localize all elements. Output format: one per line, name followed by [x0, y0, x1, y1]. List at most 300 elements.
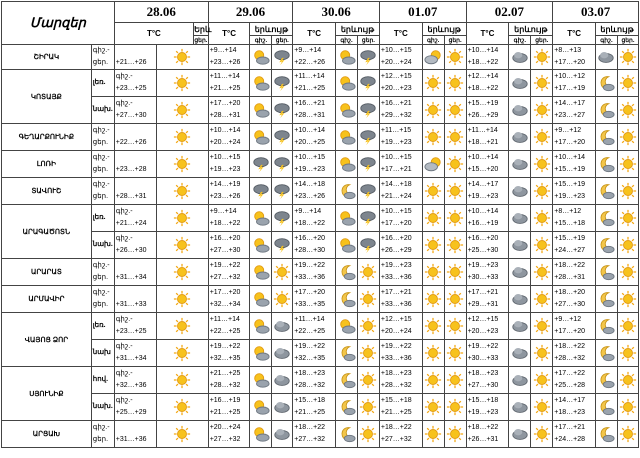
phenomenon-cell	[250, 232, 272, 259]
phenomenon-cell	[509, 313, 531, 340]
cloud-icon	[511, 155, 529, 172]
moon-icon	[338, 182, 356, 199]
temperature-cell	[114, 340, 156, 367]
region-name: ՏԱՎՈՒՇ	[2, 178, 92, 205]
phenomenon-cell	[250, 178, 272, 205]
phenomenon-cell	[444, 124, 466, 151]
date-1: 29.06	[208, 2, 293, 23]
temperature-cell	[293, 232, 336, 259]
sun-icon	[424, 371, 442, 388]
sun-icon	[533, 263, 551, 280]
phenomenon-cell	[272, 178, 293, 205]
temperature-day: +19…+23	[467, 409, 499, 416]
phenomenon-cell	[250, 70, 272, 97]
sun-icon	[424, 290, 442, 307]
temperature-cell	[293, 313, 336, 340]
moon-icon	[597, 263, 615, 280]
temperature-night: +19…+22	[209, 343, 241, 350]
sun-icon	[424, 317, 442, 334]
phenomenon-cell	[531, 367, 553, 394]
tc-header: T°C	[466, 23, 509, 45]
phenomenon-header: երևույթ	[509, 23, 553, 36]
temperature-day: +21…+24	[115, 220, 147, 227]
phenomenon-cell	[357, 286, 379, 313]
temperature-night: +10…+15	[209, 154, 241, 161]
temperature-cell	[466, 259, 509, 286]
temperature-night: +16…+21	[294, 100, 326, 107]
temperature-cell	[293, 97, 336, 124]
temperature-night: +11…+15	[380, 127, 412, 134]
temperature-cell	[379, 259, 422, 286]
temperature-night: +17…+21	[554, 424, 585, 431]
temperature-day: +25…+29	[115, 409, 147, 416]
temperature-cell	[208, 421, 250, 448]
phenomenon-cell	[509, 97, 531, 124]
sun-icon	[359, 425, 377, 442]
sun-cloud-icon	[252, 371, 270, 388]
temperature-night: +10…+15	[380, 208, 412, 215]
phenomenon-cell	[509, 259, 531, 286]
temperature-day: +27…+30	[554, 301, 585, 308]
sun-icon	[619, 236, 637, 253]
sun-icon	[533, 182, 551, 199]
night-label: գիշ.-	[115, 397, 133, 404]
time-labels	[91, 97, 114, 124]
temperature-day: +29…+31	[467, 301, 499, 308]
sun-icon	[173, 344, 191, 361]
phenomenon-cell	[422, 259, 444, 286]
temperature-night: +16…+20	[380, 235, 412, 242]
temperature-day: +24…+27	[554, 247, 585, 254]
moon-icon	[338, 398, 356, 415]
phenomenon-cell	[531, 340, 553, 367]
temperature-cell	[466, 97, 509, 124]
phenomenon-cell	[357, 124, 379, 151]
sun-cloud-icon	[338, 48, 356, 65]
region-name: ԳԵՂԱՐՔՈՒՆԻՔ	[2, 124, 92, 151]
temperature-night: +11…+14	[209, 316, 240, 323]
phenomenon-cell	[272, 394, 293, 421]
phenomenon-cell	[531, 259, 553, 286]
temperature-cell	[553, 45, 596, 70]
temperature-day: +28…+32	[380, 382, 412, 389]
storm-icon	[273, 48, 291, 65]
phenomenon-cell	[272, 70, 293, 97]
sun-icon	[446, 236, 464, 253]
table-row	[2, 178, 639, 205]
temperature-cell	[293, 367, 336, 394]
temperature-cell	[553, 421, 596, 448]
sun-icon	[619, 101, 637, 118]
phenomenon-cell	[336, 286, 358, 313]
sun-icon	[619, 209, 637, 226]
phenomenon-cell	[617, 286, 638, 313]
sun-icon	[173, 263, 191, 280]
temperature-night: +10…+14	[467, 208, 499, 215]
sun-cloud-icon	[252, 263, 270, 280]
temperature-night: +14…+17	[554, 397, 585, 404]
temperature-day: +23…+25	[115, 328, 147, 335]
phenomenon-cell	[617, 97, 638, 124]
day-label: ցեր.	[92, 274, 109, 281]
phenomenon-cell	[617, 367, 638, 394]
moon-icon	[597, 209, 615, 226]
moon-icon	[338, 263, 356, 280]
phenomenon-cell	[596, 259, 618, 286]
temperature-day: +19…+23	[467, 193, 499, 200]
phenomenon-cell	[156, 70, 208, 97]
phenomenon-cell	[617, 45, 638, 70]
cloud-icon	[511, 236, 529, 253]
temperature-night: +12…+14	[467, 73, 499, 80]
temperature-night: +16…+19	[209, 397, 241, 404]
sun-cloud-icon	[252, 317, 270, 334]
temperature-cell	[208, 259, 250, 286]
temperature-day: +27…+32	[209, 274, 241, 281]
sun-icon	[173, 48, 191, 65]
sun-icon	[424, 236, 442, 253]
phenomenon-cell	[156, 367, 208, 394]
phenomenon-cell	[250, 394, 272, 421]
phenomenon-cell	[250, 45, 272, 70]
cloud-icon	[511, 182, 529, 199]
temperature-day: +19…+23	[294, 166, 326, 173]
temperature-cell	[114, 421, 156, 448]
phenomenon-cell	[422, 45, 444, 70]
sun-icon	[533, 398, 551, 415]
sun-icon	[424, 209, 442, 226]
sun-icon	[619, 48, 637, 65]
temperature-night: +15…+18	[380, 397, 412, 404]
storm-icon	[359, 74, 377, 91]
phenomenon-cell	[250, 124, 272, 151]
cloud-icon	[511, 74, 529, 91]
temperature-night: +18…+23	[467, 370, 499, 377]
sun-icon	[446, 371, 464, 388]
night-label: գիշ.	[422, 36, 444, 45]
temperature-day: +23…+25	[115, 85, 147, 92]
night-label: գիշ.	[596, 36, 618, 45]
sun-icon	[173, 128, 191, 145]
phenomenon-cell	[444, 259, 466, 286]
temperature-day: +32…+36	[115, 382, 147, 389]
temperature-cell	[379, 394, 422, 421]
phenomenon-cell	[444, 178, 466, 205]
phenomenon-cell	[272, 259, 293, 286]
moon-icon	[597, 101, 615, 118]
table-row	[2, 97, 639, 124]
phenomenon-cell	[357, 151, 379, 178]
moon-icon	[597, 425, 615, 442]
temperature-cell	[114, 313, 156, 340]
sun-icon	[533, 344, 551, 361]
sun-cloud-icon	[252, 398, 270, 415]
date-4: 02.07	[466, 2, 553, 23]
temperature-day: +26…+30	[115, 247, 147, 254]
night-label: գիշ.-	[92, 181, 110, 188]
time-labels	[91, 367, 114, 394]
temperature-day: +20…+25	[294, 139, 326, 146]
temperature-cell	[466, 286, 509, 313]
sun-icon	[359, 263, 377, 280]
temperature-day: +33…+36	[380, 301, 412, 308]
night-label: գիշ.	[336, 36, 358, 45]
cloud-icon	[273, 317, 291, 334]
phenomenon-cell	[272, 151, 293, 178]
sun-icon	[359, 317, 377, 334]
storm-icon	[359, 182, 377, 199]
phenomenon-cell	[617, 178, 638, 205]
phenomenon-cell	[444, 421, 466, 448]
table-row	[2, 313, 639, 340]
phenomenon-cell	[250, 367, 272, 394]
moon-icon	[338, 290, 356, 307]
temperature-day: +16…+19	[467, 220, 499, 227]
temperature-day: +15…+18	[554, 220, 585, 227]
storm-icon	[359, 236, 377, 253]
phenomenon-cell	[531, 124, 553, 151]
temperature-night: +10…+15	[380, 154, 412, 161]
temperature-day: +27…+30	[209, 247, 241, 254]
temperature-night: +9…+14	[294, 47, 322, 54]
phenomenon-cell	[509, 286, 531, 313]
temperature-night: +11…+14	[467, 127, 498, 134]
sun-icon	[533, 290, 551, 307]
phenomenon-cell	[156, 340, 208, 367]
temperature-day: +24…+28	[554, 436, 585, 443]
phenomenon-cell	[596, 394, 618, 421]
temperature-night: +14…+17	[554, 100, 585, 107]
temperature-cell	[553, 340, 596, 367]
storm-icon	[273, 155, 291, 172]
time-labels	[91, 151, 114, 178]
region-name: ԿՈՏԱՅՔ	[2, 70, 92, 124]
phenomenon-cell	[596, 421, 618, 448]
sun-icon	[359, 344, 377, 361]
storm-icon	[273, 74, 291, 91]
storm-icon	[359, 101, 377, 118]
phenomenon-cell	[531, 421, 553, 448]
cloud-icon	[511, 371, 529, 388]
moon-icon	[597, 236, 615, 253]
temperature-day: +27…+32	[209, 436, 241, 443]
temperature-cell	[208, 286, 250, 313]
phenomenon-cell	[596, 205, 618, 232]
sun-icon	[173, 236, 191, 253]
temperature-cell	[293, 70, 336, 97]
cloud-icon	[273, 425, 291, 442]
phenomenon-cell	[156, 286, 208, 313]
phenomenon-cell	[357, 259, 379, 286]
temperature-cell	[553, 313, 596, 340]
sun-icon	[619, 290, 637, 307]
phenomenon-cell	[596, 313, 618, 340]
phenomenon-cell	[422, 367, 444, 394]
phenomenon-cell	[156, 124, 208, 151]
temperature-cell	[114, 394, 156, 421]
temperature-cell	[293, 421, 336, 448]
temperature-day: +22…+26	[294, 59, 326, 66]
cloud-icon	[511, 290, 529, 307]
phenomenon-cell	[617, 151, 638, 178]
temperature-day: +28…+30	[294, 247, 326, 254]
temperature-night: +18…+20	[554, 289, 585, 296]
temperature-day: +28…+32	[209, 382, 241, 389]
temperature-day: +20…+24	[380, 328, 412, 335]
phenomenon-cell	[336, 259, 358, 286]
temperature-night: +18…+22	[554, 262, 585, 269]
temperature-cell	[208, 124, 250, 151]
temperature-day: +17…+21	[380, 166, 412, 173]
temperature-day: +20…+24	[209, 139, 241, 146]
temperature-cell	[553, 205, 596, 232]
temperature-cell	[293, 340, 336, 367]
phenomenon-cell	[444, 286, 466, 313]
cloud-icon	[511, 128, 529, 145]
temperature-cell	[114, 232, 156, 259]
phenomenon-cell	[357, 367, 379, 394]
time-labels	[91, 70, 114, 97]
phenomenon-cell	[509, 232, 531, 259]
cloud-icon	[511, 263, 529, 280]
phenomenon-cell	[531, 232, 553, 259]
storm-icon	[359, 48, 377, 65]
phenomenon-cell	[531, 178, 553, 205]
night-label: գիշ.-	[92, 424, 110, 431]
night-label: գիշ.-	[115, 316, 133, 323]
table-row	[2, 421, 639, 448]
temperature-cell	[114, 124, 156, 151]
temperature-cell	[553, 259, 596, 286]
sun-icon	[533, 48, 551, 65]
zone-label: նախ	[92, 349, 111, 356]
temperature-cell	[293, 394, 336, 421]
temperature-night: +9…+14	[209, 208, 237, 215]
storm-icon	[273, 101, 291, 118]
cloud-sun-icon	[424, 48, 442, 65]
temperature-day: +21…+25	[294, 409, 326, 416]
sun-icon	[173, 155, 191, 172]
temperature-day: +28…+32	[554, 355, 585, 362]
sun-cloud-icon	[252, 74, 270, 91]
phenomenon-cell	[422, 286, 444, 313]
temperature-cell	[293, 259, 336, 286]
sun-icon	[359, 371, 377, 388]
temperature-day: +21…+25	[294, 85, 326, 92]
phenomenon-cell	[531, 394, 553, 421]
sun-icon	[173, 290, 191, 307]
phenomenon-cell	[444, 340, 466, 367]
temperature-night: +19…+23	[467, 262, 499, 269]
temperature-day: +26…+31	[467, 436, 499, 443]
temperature-night: +9…+14	[294, 208, 322, 215]
phenomenon-cell	[336, 70, 358, 97]
temperature-day: +33…+36	[294, 274, 326, 281]
storm-icon	[273, 182, 291, 199]
phenomenon-cell	[250, 259, 272, 286]
sun-icon	[424, 182, 442, 199]
time-labels	[91, 178, 114, 205]
date-3: 01.07	[379, 2, 466, 23]
cloud-icon	[273, 344, 291, 361]
temperature-cell	[114, 45, 156, 70]
table-row	[2, 232, 639, 259]
temperature-day: +23…+26	[209, 193, 241, 200]
moon-icon	[338, 371, 356, 388]
cloud-icon	[511, 425, 529, 442]
day-label: ցեր.	[531, 36, 553, 45]
temperature-cell	[114, 367, 156, 394]
table-row	[2, 340, 639, 367]
date-0: 28.06	[114, 2, 208, 23]
phenomenon-cell	[156, 151, 208, 178]
night-label: գիշ.-	[92, 289, 110, 296]
phenomenon-cell	[509, 45, 531, 70]
sun-cloud-icon	[252, 48, 270, 65]
phenomenon-cell	[422, 97, 444, 124]
sun-icon	[173, 317, 191, 334]
phenomenon-cell	[336, 205, 358, 232]
temperature-day: +17…+20	[554, 139, 585, 146]
temperature-day: +23…+28	[115, 166, 147, 173]
temperature-cell	[114, 259, 156, 286]
temperature-day: +28…+31	[294, 112, 326, 119]
sun-cloud-icon	[252, 101, 270, 118]
temperature-day: +30…+33	[467, 355, 499, 362]
sun-icon	[446, 182, 464, 199]
temperature-night: +11…+14	[294, 316, 325, 323]
night-label: գիշ.-	[115, 235, 133, 242]
sun-icon	[619, 182, 637, 199]
day-label: ցեր.	[92, 139, 109, 146]
temperature-night: +10…+12	[554, 73, 585, 80]
temperature-day: +19…+23	[380, 139, 412, 146]
temperature-night: +10…+14	[209, 127, 241, 134]
tc-header: T°C	[379, 23, 422, 45]
time-labels	[91, 421, 114, 448]
table-row	[2, 259, 639, 286]
temperature-cell	[466, 70, 509, 97]
cloud-icon	[273, 371, 291, 388]
temperature-day: +19…+23	[554, 193, 585, 200]
phenomenon-cell	[250, 286, 272, 313]
phenomenon-cell	[156, 45, 208, 70]
phenomenon-cell	[272, 232, 293, 259]
temperature-day: +22…+26	[115, 139, 147, 146]
temperature-cell	[208, 45, 250, 70]
temperature-day: +27…+30	[115, 112, 147, 119]
temperature-cell	[553, 178, 596, 205]
sun-icon	[424, 344, 442, 361]
tc-header: T°C	[208, 23, 250, 45]
phenomenon-header: Երև	[194, 24, 212, 34]
temperature-night: +18…+22	[554, 343, 585, 350]
temperature-cell	[553, 151, 596, 178]
sun-icon	[446, 290, 464, 307]
phenomenon-cell	[156, 205, 208, 232]
sun-icon	[446, 317, 464, 334]
night-label: գիշ.	[509, 36, 531, 45]
zone-label: հով.	[92, 376, 109, 383]
temperature-day: +19…+23	[209, 166, 241, 173]
phenomenon-cell	[617, 205, 638, 232]
sun-cloud-icon	[338, 236, 356, 253]
phenomenon-cell	[272, 340, 293, 367]
temperature-night: +16…+20	[467, 235, 499, 242]
night-label: գիշ.-	[115, 100, 133, 107]
temperature-cell	[293, 178, 336, 205]
phenomenon-cell	[509, 151, 531, 178]
